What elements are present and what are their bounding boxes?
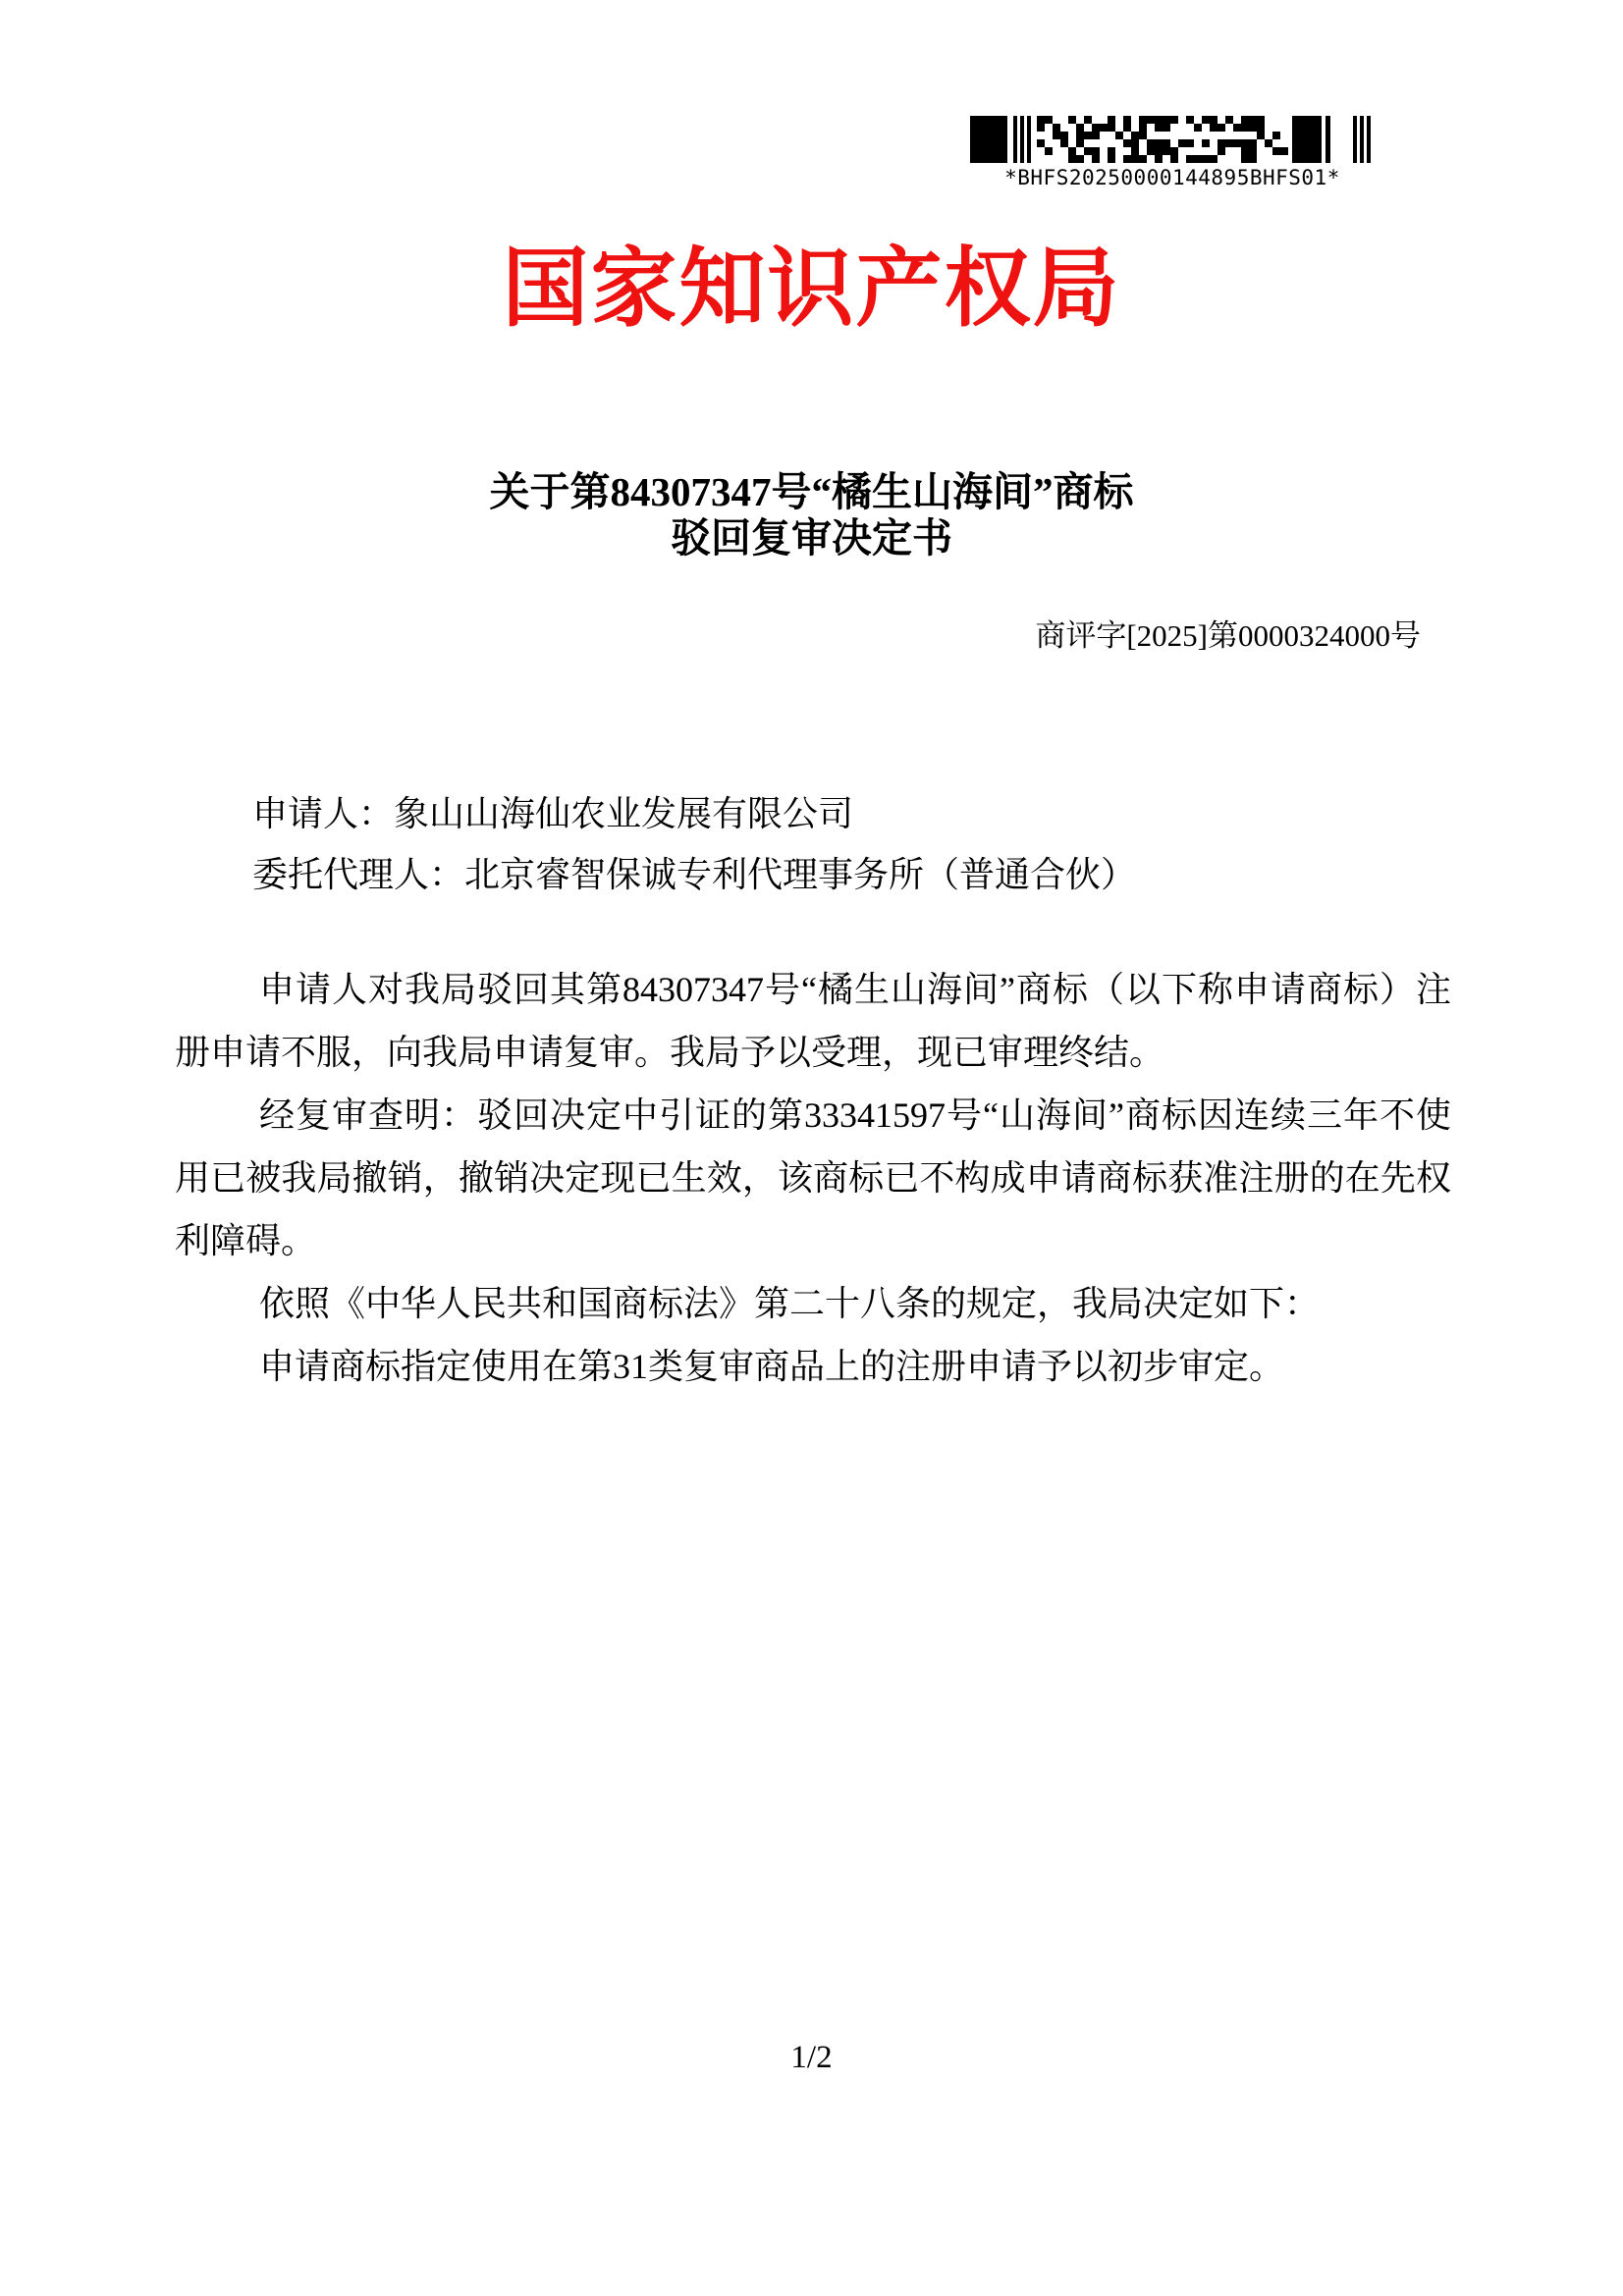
- agent-label: 委托代理人：: [252, 855, 465, 894]
- decision-body: [175, 958, 1451, 1398]
- agency-title: 国家知识产权局: [502, 240, 1121, 337]
- applicant-label: 申请人：: [252, 794, 395, 833]
- document-title-line2: 驳回复审决定书: [671, 515, 952, 561]
- document-title: [0, 469, 1623, 561]
- body-paragraph: 申请商标指定使用在第31类复审商品上的注册申请予以初步审定。: [259, 1347, 1285, 1386]
- body-paragraph: 依照《中华人民共和国商标法》第二十八条的规定，我局决定如下：: [259, 1284, 1321, 1323]
- matrix-barcode-icon: [970, 116, 1375, 163]
- body-paragraph: 申请人对我局驳回其第84307347号“橘生山海间”商标（以下称申请商标）注册申请不服，向我局申请复审。我局予以受理，现已审理终结。: [175, 970, 1451, 1072]
- barcode-block: [970, 116, 1375, 189]
- parties-block: [252, 783, 1136, 905]
- body-paragraph: 经复审查明：驳回决定中引证的第33341597号“山海间”商标因连续三年不使用已被我局撤销，撤销决定现已生效，该商标已不构成申请商标获准注册的在先权利障碍。: [175, 1095, 1451, 1260]
- applicant-line: [252, 783, 1136, 844]
- barcode-text: *BHFS20250000144895BHFS01*: [1004, 166, 1340, 189]
- page-number: 1/2: [790, 2040, 833, 2075]
- agent-value: 北京睿智保诚专利代理事务所（普通合伙）: [464, 855, 1137, 894]
- reference-number: 商评字[2025]第0000324000号: [1035, 618, 1421, 653]
- applicant-value: 象山山海仙农业发展有限公司: [394, 794, 854, 833]
- agent-line: [252, 844, 1136, 905]
- document-title-line1: 关于第84307347号“橘生山海间”商标: [489, 469, 1134, 514]
